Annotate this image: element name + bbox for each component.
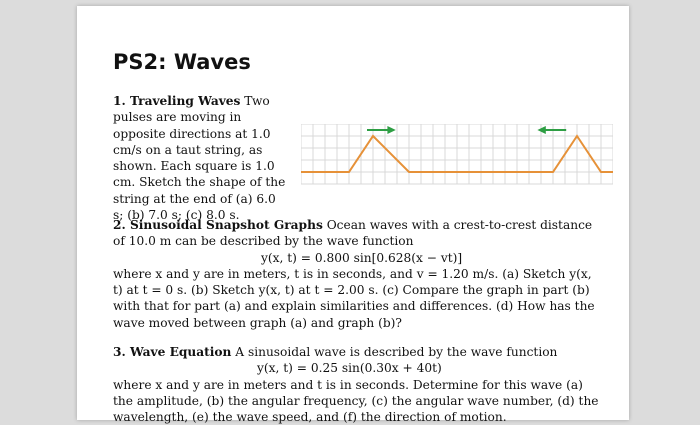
page-title: PS2: Waves xyxy=(113,50,251,74)
pulse-diagram xyxy=(301,124,613,188)
problem-2-heading: 2. Sinusoidal Snapshot Graphs xyxy=(113,218,323,232)
problem-1 xyxy=(113,93,289,223)
problem-2 xyxy=(113,217,605,331)
document-page xyxy=(77,6,629,425)
problem-3-equation: y(x, t) = 0.25 sin(0.30x + 40t) xyxy=(257,361,442,376)
problem-1-text: Two pulses are moving in opposite directions at 1.0 cm/s on a taut string, as shown. Each square is 1.0 cm. Sketch the shape of the string at the end of (a) 6.0 s; (b) 7.0 s; (c) 8.0 s. xyxy=(113,94,286,223)
pulse-figure xyxy=(301,124,613,188)
problem-3-text: where x and y are in meters and t is in seconds. Determine for this wave (a) the amplitude, (b) the angular frequency, (c) the angular wave number, (d) the wavelength, (e) the wave speed, and (f) the direction of motion. xyxy=(113,377,599,425)
right-arrow-head xyxy=(387,126,395,134)
problem-2-intro: Ocean waves with a crest-to-crest distance of 10.0 m can be described by the wave function xyxy=(113,218,593,249)
problem-3-heading: 3. Wave Equation xyxy=(113,345,232,359)
problem-1-heading: 1. Traveling Waves xyxy=(113,94,241,108)
problem-3-intro: A sinusoidal wave is described by the wave function xyxy=(235,345,558,359)
problem-2-text: where x and y are in meters, t is in seconds, and v = 1.20 m/s. (a) Sketch y(x, t) at t = 0 s. (b) Sketch y(x, t) at t = 2.00 s. (c) Compare the graph in part (b) with that for part (a) and explain similarities and differences. (d) How has the wave moved between graph (a) and graph (b)? xyxy=(113,266,595,330)
problem-2-equation: y(x, t) = 0.800 sin[0.628(x − vt)] xyxy=(261,250,463,265)
left-arrow-head xyxy=(537,126,545,134)
problem-3 xyxy=(113,344,605,425)
